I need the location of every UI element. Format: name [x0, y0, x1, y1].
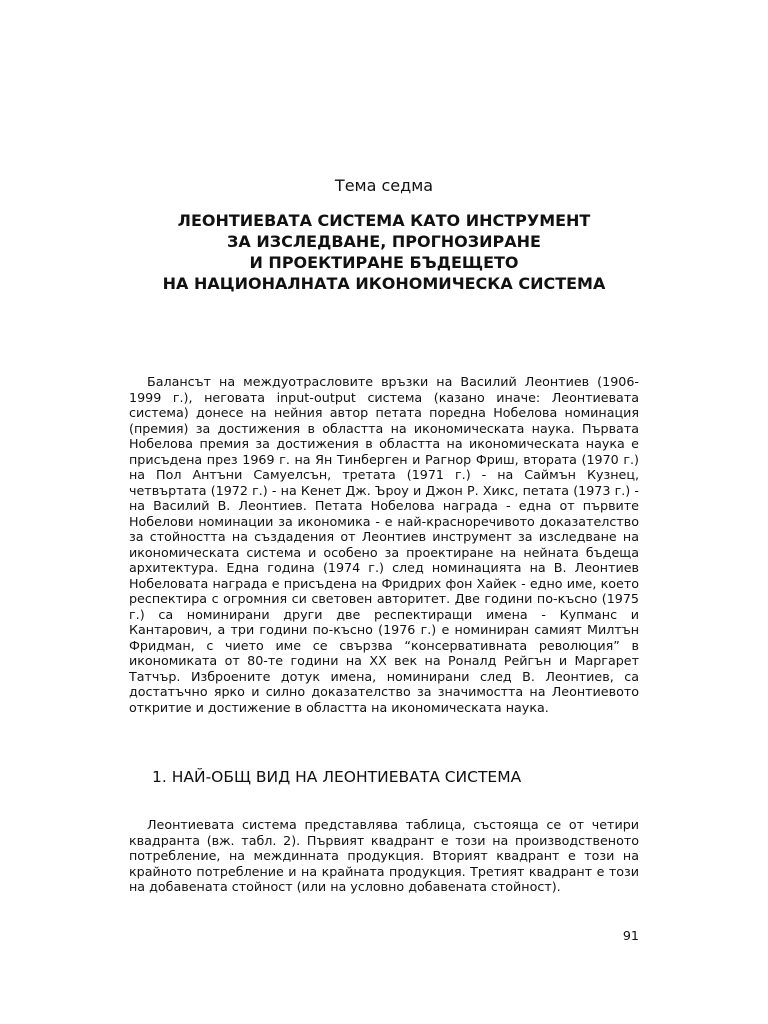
topic-label: Тема седма — [334, 176, 434, 195]
page-number: 91 — [622, 928, 639, 943]
chapter-title-line: ЛЕОНТИЕВАТА СИСТЕМА КАТО ИНСТРУМЕНТ — [177, 211, 591, 230]
intro-paragraph: Балансът на междуотрасловите връзки на Василий Леонтиев (1906-1999 г.), неговата input-output система (казано иначе: Леонтиевата система) донесе на нейния автор петата поредна Нобелова номинация (премия) за достижения в областта на икономическата наука. Първата Нобелова премия за достижения в областта на икономическата наука е присъдена през 1969 г. на Ян Тинберген и Рагнор Фриш, втората (1970 г.) на Пол Антъни Самуелсън, третата (1971 г.) - на Саймън Кузнец, четвъртата (1972 г.) - на Кенет Дж. Ъроу и Джон Р. Хикс, петата (1973 г.) - на Василий В. Леонтиев. Петата Нобелова награда - една от първите Нобелови номинации за икономика - е най-красноречивото доказателство за стойността на създадения от Леонтиев инструмент за изследване на икономическата система и особено за проектиране на нейната бъдеща архитектура. Една година (1974 г.) след номинацията на В. Леонтиев Нобеловата награда е присъдена на Фридрих фон Хайек - едно име, което респектира с огромния си световен авторитет. Две години по-късно (1975 г.) са номинирани други две респектиращи имена - Купманс и Кантарович, а три години по-късно (1976 г.) е номиниран самият Милтън Фридман, с чието име се свързва “консервативната революция” в икономиката от 80-те години на XX век на Роналд Рейгън и Маргарет Татчър. Изброените дотук имена, номинирани след В. Леонтиев, са достатъчно ярко и силно доказателство за значимостта на Леонтиевото откритие и достижение в областта на икономическата наука. — [129, 374, 639, 715]
chapter-title-line: ЗА ИЗСЛЕДВАНЕ, ПРОГНОЗИРАНЕ — [227, 232, 541, 251]
section-paragraph: Леонтиевата система представлява таблица, състояща се от четири квадранта (вж. табл. 2). Първият квадрант е този на производственото потребление, на междинната продукция. Вторият квадрант е този на крайното потребление и на крайната продукция. Третият квадрант е този на добавената стойност (или на условно добавената стойност). — [129, 817, 639, 894]
chapter-title-line: И ПРОЕКТИРАНЕ БЪДЕЩЕТО — [249, 253, 519, 272]
chapter-title-line: НА НАЦИОНАЛНАТА ИКОНОМИЧЕСКА СИСТЕМА — [162, 274, 606, 293]
section-heading: 1. НАЙ-ОБЩ ВИД НА ЛЕОНТИЕВАТА СИСТЕМА — [152, 768, 522, 786]
chapter-title — [0, 210, 768, 294]
